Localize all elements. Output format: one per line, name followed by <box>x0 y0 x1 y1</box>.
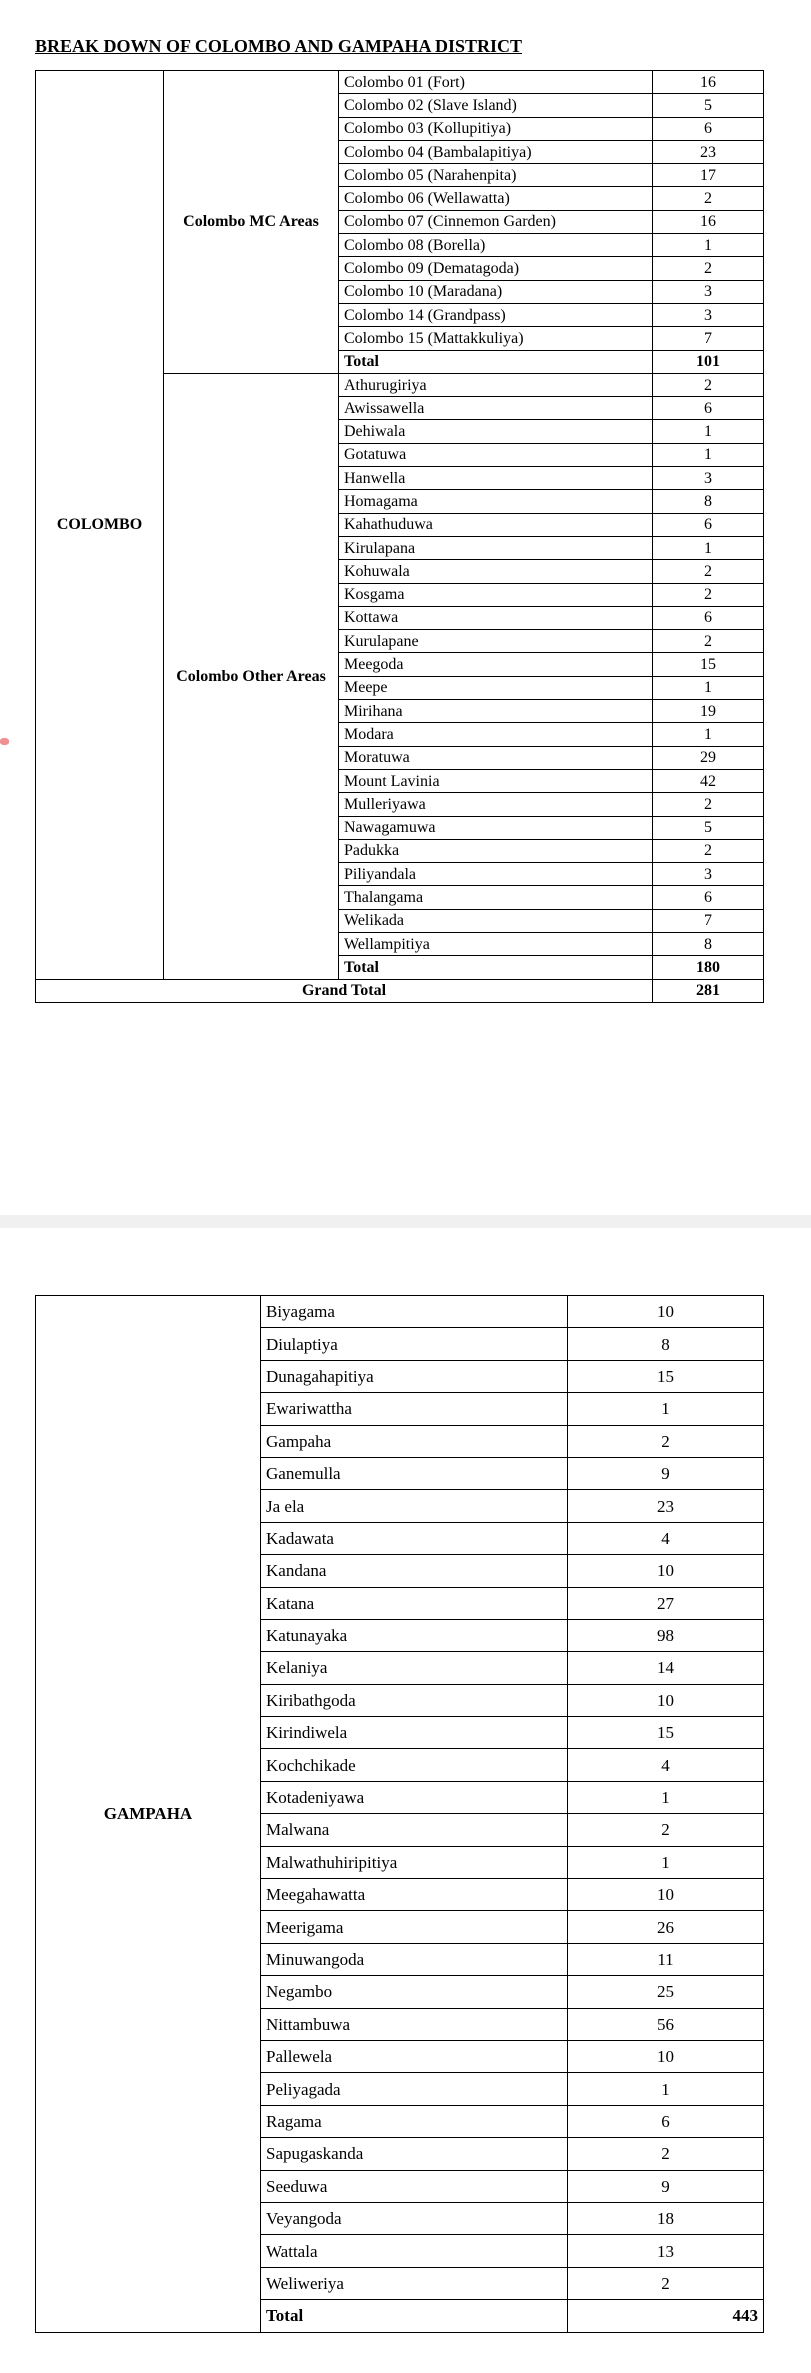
area-name: Kandana <box>261 1555 568 1587</box>
area-count: 2 <box>568 2138 764 2170</box>
area-name: Homagama <box>339 490 653 513</box>
document-title: BREAK DOWN OF COLOMBO AND GAMPAHA DISTRICT <box>35 36 523 56</box>
area-name: Malwathuhiripitiya <box>261 1846 568 1878</box>
total-value: 180 <box>653 956 764 979</box>
area-count: 1 <box>568 1781 764 1813</box>
area-count: 15 <box>568 1717 764 1749</box>
area-count: 10 <box>568 1879 764 1911</box>
area-count: 1 <box>568 1393 764 1425</box>
area-name: Welikada <box>339 909 653 932</box>
area-name: Colombo 05 (Narahenpita) <box>339 164 653 187</box>
area-name: Kohuwala <box>339 560 653 583</box>
area-name: Colombo 02 (Slave Island) <box>339 94 653 117</box>
area-name: Kottawa <box>339 606 653 629</box>
area-count: 2 <box>653 839 764 862</box>
area-name: Athurugiriya <box>339 373 653 396</box>
total-label: Total <box>261 2300 568 2332</box>
area-name: Kirulapana <box>339 536 653 559</box>
area-count: 1 <box>653 443 764 466</box>
area-count: 6 <box>653 397 764 420</box>
area-name: Kochchikade <box>261 1749 568 1781</box>
area-name: Colombo 03 (Kollupitiya) <box>339 117 653 140</box>
colombo-breakdown-table <box>35 70 764 1003</box>
area-name: Dehiwala <box>339 420 653 443</box>
area-name: Negambo <box>261 1976 568 2008</box>
area-name: Malwana <box>261 1814 568 1846</box>
area-name: Meerigama <box>261 1911 568 1943</box>
district-cell-colombo: COLOMBO <box>36 71 164 980</box>
area-count: 1 <box>653 536 764 559</box>
area-count: 6 <box>653 117 764 140</box>
area-count: 11 <box>568 1943 764 1975</box>
area-count: 2 <box>568 1814 764 1846</box>
area-count: 29 <box>653 746 764 769</box>
area-name: Ja ela <box>261 1490 568 1522</box>
page-2 <box>0 1228 811 2373</box>
area-name: Meepe <box>339 676 653 699</box>
area-name: Minuwangoda <box>261 1943 568 1975</box>
area-name: Colombo 15 (Mattakkuliya) <box>339 327 653 350</box>
area-count: 1 <box>653 723 764 746</box>
area-count: 6 <box>653 606 764 629</box>
area-name: Gampaha <box>261 1425 568 1457</box>
area-count: 7 <box>653 909 764 932</box>
page-separator <box>0 1215 811 1228</box>
area-name: Colombo 01 (Fort) <box>339 71 653 94</box>
area-name: Mount Lavinia <box>339 769 653 792</box>
area-count: 2 <box>653 793 764 816</box>
area-count: 2 <box>568 1425 764 1457</box>
area-name: Wattala <box>261 2235 568 2267</box>
area-count: 2 <box>653 630 764 653</box>
area-count: 98 <box>568 1619 764 1651</box>
area-name: Katana <box>261 1587 568 1619</box>
area-name: Colombo 14 (Grandpass) <box>339 303 653 326</box>
area-count: 1 <box>568 1846 764 1878</box>
total-label: Total <box>339 956 653 979</box>
area-name: Nittambuwa <box>261 2008 568 2040</box>
area-count: 9 <box>568 2170 764 2202</box>
area-count: 8 <box>653 490 764 513</box>
group-cell-other: Colombo Other Areas <box>164 373 339 979</box>
area-name: Thalangama <box>339 886 653 909</box>
area-count: 3 <box>653 303 764 326</box>
area-count: 6 <box>653 886 764 909</box>
area-name: Padukka <box>339 839 653 862</box>
area-count: 4 <box>568 1522 764 1554</box>
area-name: Mulleriyawa <box>339 793 653 816</box>
area-count: 23 <box>653 140 764 163</box>
area-name: Gotatuwa <box>339 443 653 466</box>
area-name: Kahathuduwa <box>339 513 653 536</box>
area-count: 10 <box>568 1555 764 1587</box>
area-count: 1 <box>653 234 764 257</box>
area-name: Meegoda <box>339 653 653 676</box>
total-value: 443 <box>568 2300 764 2332</box>
area-name: Wellampitiya <box>339 932 653 955</box>
area-name: Peliyagada <box>261 2073 568 2105</box>
area-count: 10 <box>568 1296 764 1328</box>
area-count: 2 <box>653 257 764 280</box>
area-name: Colombo 04 (Bambalapitiya) <box>339 140 653 163</box>
area-count: 1 <box>653 676 764 699</box>
area-count: 3 <box>653 863 764 886</box>
area-name: Kosgama <box>339 583 653 606</box>
group-cell-mc: Colombo MC Areas <box>164 71 339 374</box>
area-count: 9 <box>568 1457 764 1489</box>
total-value: 101 <box>653 350 764 373</box>
area-name: Weliweriya <box>261 2267 568 2299</box>
red-ink-mark <box>0 738 9 745</box>
area-count: 23 <box>568 1490 764 1522</box>
area-count: 2 <box>653 187 764 210</box>
area-count: 56 <box>568 2008 764 2040</box>
area-name: Colombo 09 (Dematagoda) <box>339 257 653 280</box>
area-count: 2 <box>653 373 764 396</box>
area-name: Kurulapane <box>339 630 653 653</box>
area-name: Ragama <box>261 2105 568 2137</box>
area-name: Moratuwa <box>339 746 653 769</box>
area-name: Meegahawatta <box>261 1879 568 1911</box>
area-count: 5 <box>653 816 764 839</box>
area-name: Biyagama <box>261 1296 568 1328</box>
area-name: Mirihana <box>339 700 653 723</box>
area-count: 14 <box>568 1652 764 1684</box>
area-count: 25 <box>568 1976 764 2008</box>
area-name: Hanwella <box>339 467 653 490</box>
area-name: Kirindiwela <box>261 1717 568 1749</box>
grand-total-label: Grand Total <box>36 979 653 1002</box>
area-name: Diulaptiya <box>261 1328 568 1360</box>
area-name: Pallewela <box>261 2040 568 2072</box>
area-count: 18 <box>568 2202 764 2234</box>
area-count: 15 <box>653 653 764 676</box>
area-count: 42 <box>653 769 764 792</box>
area-count: 5 <box>653 94 764 117</box>
area-name: Seeduwa <box>261 2170 568 2202</box>
area-count: 10 <box>568 2040 764 2072</box>
gampaha-breakdown-table <box>35 1295 764 2333</box>
area-count: 7 <box>653 327 764 350</box>
area-name: Kadawata <box>261 1522 568 1554</box>
area-name: Colombo 06 (Wellawatta) <box>339 187 653 210</box>
area-name: Modara <box>339 723 653 746</box>
area-name: Ewariwattha <box>261 1393 568 1425</box>
district-cell-gampaha: GAMPAHA <box>36 1296 261 2333</box>
area-name: Awissawella <box>339 397 653 420</box>
area-count: 2 <box>568 2267 764 2299</box>
area-count: 4 <box>568 1749 764 1781</box>
area-name: Colombo 08 (Borella) <box>339 234 653 257</box>
area-count: 26 <box>568 1911 764 1943</box>
area-count: 6 <box>568 2105 764 2137</box>
area-count: 10 <box>568 1684 764 1716</box>
area-name: Nawagamuwa <box>339 816 653 839</box>
area-count: 1 <box>653 420 764 443</box>
area-count: 27 <box>568 1587 764 1619</box>
area-count: 3 <box>653 280 764 303</box>
grand-total-row <box>36 979 764 1002</box>
area-count: 16 <box>653 210 764 233</box>
area-name: Katunayaka <box>261 1619 568 1651</box>
area-name: Sapugaskanda <box>261 2138 568 2170</box>
area-count: 8 <box>653 932 764 955</box>
table-row <box>36 1296 764 1328</box>
area-count: 8 <box>568 1328 764 1360</box>
table-row <box>36 71 764 94</box>
area-count: 19 <box>653 700 764 723</box>
area-name: Colombo 07 (Cinnemon Garden) <box>339 210 653 233</box>
area-count: 3 <box>653 467 764 490</box>
grand-total-value: 281 <box>653 979 764 1002</box>
area-count: 16 <box>653 71 764 94</box>
total-label: Total <box>339 350 653 373</box>
area-name: Kiribathgoda <box>261 1684 568 1716</box>
area-count: 6 <box>653 513 764 536</box>
area-name: Kelaniya <box>261 1652 568 1684</box>
area-name: Ganemulla <box>261 1457 568 1489</box>
area-name: Dunagahapitiya <box>261 1360 568 1392</box>
area-count: 17 <box>653 164 764 187</box>
area-name: Colombo 10 (Maradana) <box>339 280 653 303</box>
area-name: Kotadeniyawa <box>261 1781 568 1813</box>
area-count: 13 <box>568 2235 764 2267</box>
area-name: Veyangoda <box>261 2202 568 2234</box>
area-name: Piliyandala <box>339 863 653 886</box>
area-count: 2 <box>653 560 764 583</box>
area-count: 1 <box>568 2073 764 2105</box>
area-count: 15 <box>568 1360 764 1392</box>
area-count: 2 <box>653 583 764 606</box>
